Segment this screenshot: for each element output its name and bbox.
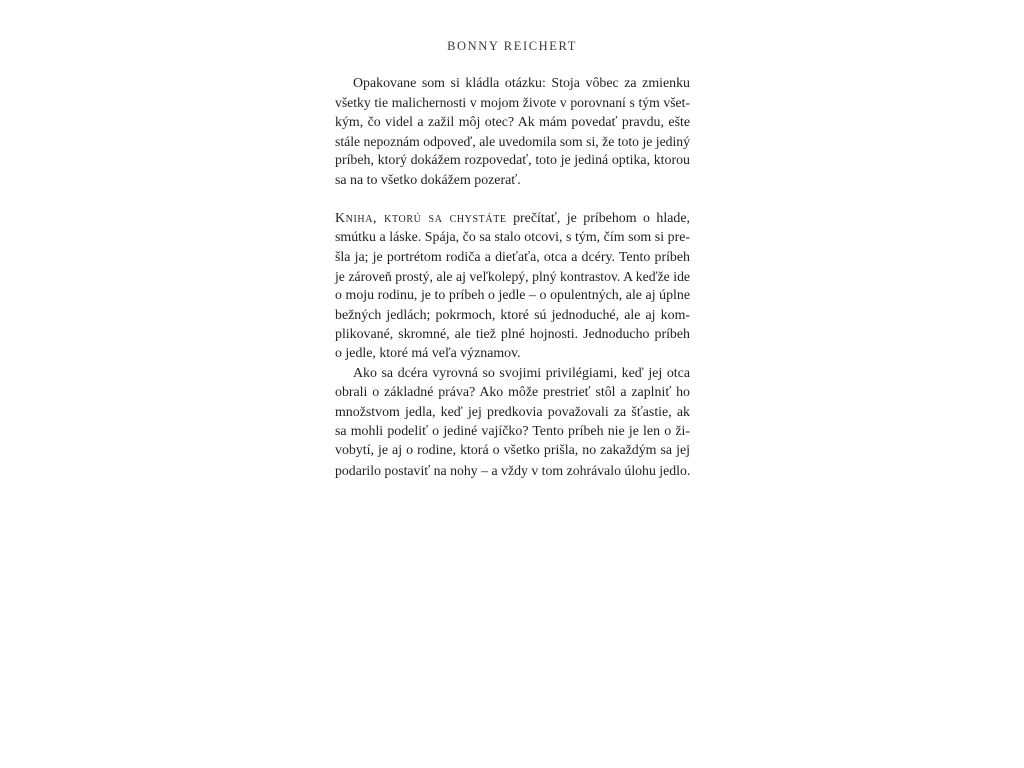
text-line: príbeh, ktorý dokážem rozpovedať, toto je jediná optika, ktorou: [335, 153, 690, 169]
text-line: stále nepoznám odpoveď, ale uvedomila som si, že toto je jediný: [335, 134, 690, 150]
text-line-lead: [335, 209, 690, 228]
text-line: o jedle, ktoré má veľa významov.: [335, 346, 521, 362]
section-break: [335, 190, 690, 209]
text-line: sa na to všetko dokážem pozerať.: [335, 172, 521, 188]
text-line: smútku a láske. Spája, čo sa stalo otcovi, s tým, čím som si pre-: [335, 230, 690, 246]
text-line: vobytí, je aj o rodine, ktorá o všetko prišla, no zakaždým sa jej: [335, 443, 690, 459]
paragraph-1: [335, 74, 690, 190]
text-line: Ako sa dcéra vyrovná so svojimi privilégiami, keď jej otca: [353, 365, 690, 381]
paragraph-3: [335, 364, 690, 480]
text-line: podarilo postaviť na nohy – a vždy v tom zohrávalo úlohu jedlo.: [335, 462, 691, 478]
small-caps-lead-in: Kniha, ktorú sa chystáte: [335, 211, 507, 227]
text-line-rest: prečítať, je príbehom o hlade,: [506, 211, 690, 227]
text-line: množstvom jedla, keď jej predkovia považovali za šťastie, ak: [335, 404, 690, 420]
text-line: Opakovane som si kládla otázku: Stoja vôbec za zmienku: [353, 76, 690, 91]
text-line: obrali o základné práva? Ako môže prestrieť stôl a zaplniť ho: [335, 385, 690, 401]
text-line: o moju rodinu, je to príbeh o jedle – o opulentných, ale aj úplne: [335, 288, 690, 304]
text-line: sa mohli podeliť o jediné vajíčko? Tento príbeh nie je len o ži-: [335, 423, 690, 439]
body-text: [335, 74, 690, 480]
text-line: kým, čo videl a zažil môj otec? Ak mám povedať pravdu, ešte: [335, 114, 690, 130]
text-line: je zároveň prostý, ale aj veľkolepý, plný kontrastov. A keďže ide: [335, 269, 690, 285]
text-line: šla ja; je portrétom rodiča a dieťaťa, otca a dcéry. Tento príbeh: [335, 249, 690, 265]
paragraph-2: [335, 209, 690, 364]
text-line: bežných jedlách; pokrmoch, ktoré sú jednoduché, ale aj kom-: [335, 307, 690, 323]
text-line: plikované, skromné, ale tiež plné hojnosti. Jednoducho príbeh: [335, 327, 690, 343]
running-head-author: BONNY REICHERT: [447, 39, 577, 53]
text-line: všetky tie malichernosti v mojom živote v porovnaní s tým všet-: [335, 95, 690, 111]
